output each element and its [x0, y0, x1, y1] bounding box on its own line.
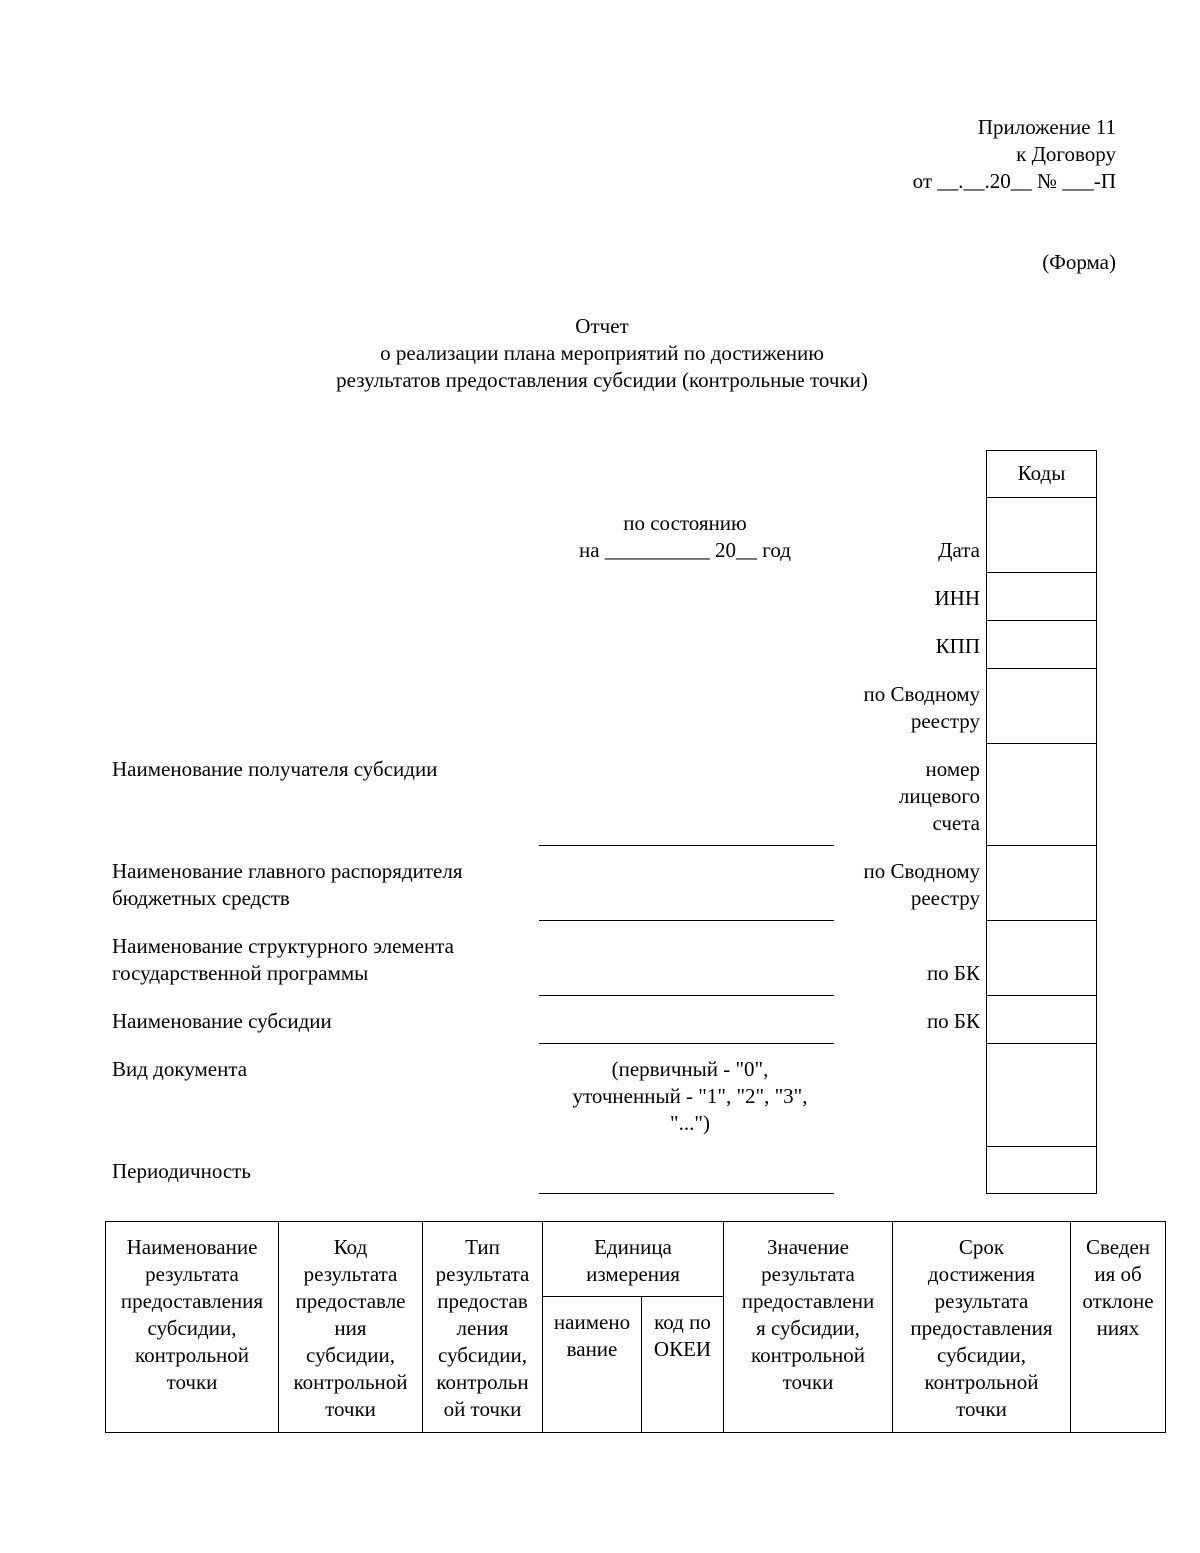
codes-divider [986, 668, 1097, 669]
codes-divider [986, 1146, 1097, 1147]
appendix-contract: к Договору [1016, 142, 1116, 166]
header-line: измерения [586, 1262, 680, 1286]
header-line: контрольной [134, 1343, 250, 1367]
header-line: ой точки [443, 1397, 522, 1421]
header-line: контрольной [293, 1370, 408, 1394]
header-line: Сведен [1085, 1235, 1151, 1259]
header-line: контрольн [436, 1370, 529, 1394]
codes-divider [986, 497, 1097, 498]
header-unit-okei [642, 1297, 724, 1433]
title-line-1: Отчет [575, 314, 629, 338]
codes-divider [986, 620, 1097, 621]
header-line: ния [334, 1316, 367, 1340]
results-table [105, 1221, 1166, 1433]
header-deadline [893, 1222, 1071, 1433]
header-line: Значение [767, 1235, 849, 1259]
code-label-date: Дата [938, 538, 980, 562]
codes-divider [986, 920, 1097, 921]
field-label-grbs-line-2: бюджетных средств [112, 886, 290, 910]
header-line: результата [435, 1262, 530, 1286]
codes-divider [986, 995, 1097, 996]
header-line: субсидии, [306, 1343, 395, 1367]
header-line: я субсидии, [756, 1316, 860, 1340]
code-label-bk-1: по БК [926, 961, 980, 985]
header-line: ления [456, 1316, 509, 1340]
code-label-kpp: КПП [935, 634, 980, 658]
header-line: субсидии, [937, 1343, 1026, 1367]
header-line: ниях [1096, 1316, 1140, 1340]
header-result-name [106, 1222, 279, 1433]
header-line: субсидии, [147, 1316, 237, 1340]
codes-divider [986, 572, 1097, 573]
form-label: (Форма) [1042, 250, 1116, 274]
codes-divider [986, 1043, 1097, 1044]
header-line: результата [761, 1262, 855, 1286]
field-label-struct-line-1: Наименование структурного элемента [112, 934, 454, 958]
header-line: предоставления [120, 1289, 264, 1313]
field-label-structural-element [112, 933, 454, 987]
header-line: результата [303, 1262, 398, 1286]
code-label-svod-registry [864, 681, 980, 735]
recipient-fill-line[interactable] [539, 845, 834, 846]
appendix-header [716, 114, 1116, 195]
codes-divider [986, 743, 1097, 744]
header-line: результата [145, 1262, 239, 1286]
field-label-subsidy: Наименование субсидии [112, 1009, 332, 1033]
code-label-account-number [899, 756, 980, 837]
header-line: наимено [553, 1310, 631, 1334]
header-line: код по [654, 1310, 711, 1334]
header-line: субсидии, [438, 1343, 527, 1367]
header-line: точки [166, 1370, 218, 1394]
code-label-svod2-line-1: по Сводному [863, 859, 980, 883]
header-unit-name [543, 1297, 642, 1433]
subsidy-fill-line[interactable] [539, 1043, 834, 1044]
header-unit [543, 1222, 724, 1297]
header-line: вание [566, 1337, 618, 1361]
doc-type-hint-line-2: уточненный - "1", "2", "3", [572, 1084, 808, 1108]
header-line: предостав [437, 1289, 528, 1313]
structural-element-fill-line[interactable] [539, 995, 834, 996]
code-label-bk-2: по БК [926, 1009, 980, 1033]
field-label-grbs-line-1: Наименование главного распорядителя [112, 859, 463, 883]
header-line: контрольной [750, 1343, 866, 1367]
field-label-grbs [112, 858, 463, 912]
code-label-account-line-1: номер [925, 757, 980, 781]
code-label-svod-line-2: реестру [910, 709, 980, 733]
header-line: Срок [958, 1235, 1005, 1259]
header-line: Код [333, 1235, 368, 1259]
appendix-contract-ref: от __.__.20__ № ___-П [912, 169, 1116, 193]
code-label-account-line-2: лицевого [898, 784, 980, 808]
header-line: точки [325, 1397, 376, 1421]
field-label-struct-line-2: государственной программы [112, 961, 369, 985]
title-line-2: о реализации плана мероприятий по достижению [380, 341, 824, 365]
code-label-svod-line-1: по Сводному [863, 682, 980, 706]
periodicity-fill-line[interactable] [539, 1193, 834, 1194]
header-result-code [279, 1222, 423, 1433]
as-of-line-1: по состоянию [623, 511, 747, 535]
as-of-line-2: на __________ 20__ год [579, 538, 791, 562]
codes-header: Коды [1017, 461, 1066, 485]
header-line: предоставлени [741, 1289, 875, 1313]
header-line: Единица [594, 1235, 672, 1259]
header-line: точки [782, 1370, 834, 1394]
codes-divider [986, 845, 1097, 846]
code-label-svod-registry-2 [864, 858, 980, 912]
header-line: точки [956, 1397, 1007, 1421]
header-line: контрольной [924, 1370, 1039, 1394]
appendix-number: Приложение 11 [977, 115, 1116, 139]
header-line: предоставле [295, 1289, 406, 1313]
header-deviations [1071, 1222, 1166, 1433]
field-label-recipient: Наименование получателя субсидии [112, 757, 438, 781]
header-line: ОКЕИ [653, 1337, 712, 1361]
code-label-inn: ИНН [934, 586, 980, 610]
header-value [724, 1222, 893, 1433]
code-label-svod2-line-2: реестру [910, 886, 980, 910]
grbs-fill-line[interactable] [539, 920, 834, 921]
header-line: Тип [465, 1235, 500, 1259]
header-line: отклоне [1082, 1289, 1154, 1313]
codes-column [986, 450, 1097, 1194]
doc-type-hint-line-3: "...") [670, 1111, 710, 1135]
header-result-type [423, 1222, 543, 1433]
document-title [200, 313, 1004, 394]
code-label-account-line-3: счета [932, 811, 980, 835]
title-line-3: результатов предоставления субсидии (контрольные точки) [336, 368, 868, 392]
header-line: достижения [927, 1262, 1036, 1286]
field-label-doc-type: Вид документа [112, 1057, 248, 1081]
header-line: Наименование [126, 1235, 258, 1259]
doc-type-hint [540, 1056, 840, 1137]
header-line: результата [934, 1289, 1029, 1313]
field-label-periodicity: Периодичность [112, 1159, 251, 1183]
as-of-date [540, 510, 830, 564]
header-line: ия об [1094, 1262, 1142, 1286]
header-line: предоставления [910, 1316, 1053, 1340]
doc-type-hint-line-1: (первичный - "0", [611, 1057, 769, 1081]
